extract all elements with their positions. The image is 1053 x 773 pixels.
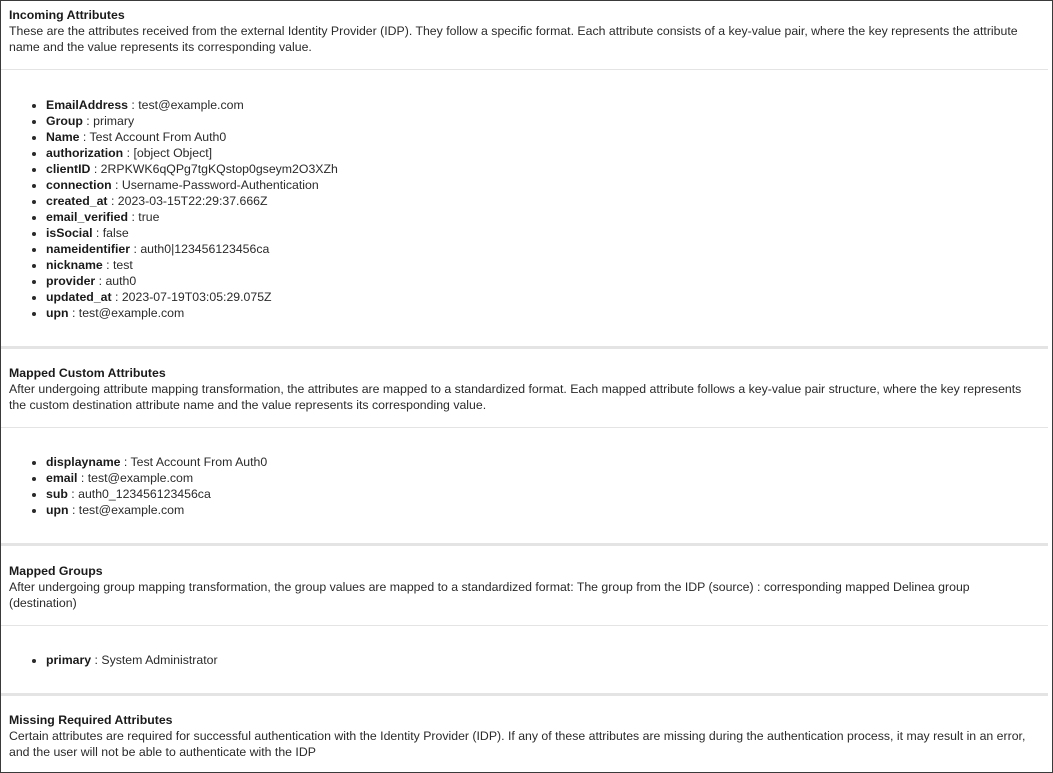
mapped-custom-attributes-section [1, 359, 1048, 413]
divider [1, 427, 1048, 428]
mapped-groups-section [1, 557, 1048, 611]
attribute-value: Username-Password-Authentication [121, 178, 319, 192]
incoming-attributes-section [1, 1, 1048, 55]
key-value-separator: : [82, 114, 94, 128]
attribute-key: upn [46, 503, 69, 517]
attribute-item [46, 273, 338, 289]
attribute-value: [object Object] [133, 146, 213, 160]
attribute-key: Group [46, 114, 83, 128]
attribute-item [46, 257, 338, 273]
key-value-separator: : [95, 274, 106, 288]
key-value-separator: : [111, 178, 122, 192]
attribute-item [46, 129, 338, 145]
incoming-attributes-list [1, 97, 338, 321]
key-value-separator: : [68, 306, 79, 320]
mapped-groups-header [1, 557, 1048, 611]
attribute-value: test@example.com [78, 306, 185, 320]
attribute-item [46, 177, 338, 193]
mapped-custom-attributes-header [1, 359, 1048, 413]
attribute-key: email [46, 471, 78, 485]
attribute-key: authorization [46, 146, 124, 160]
attribute-item [46, 502, 267, 518]
attribute-key: provider [46, 274, 96, 288]
divider [1, 625, 1048, 626]
attribute-item [46, 225, 338, 241]
key-value-separator: : [91, 653, 102, 667]
attribute-item [46, 161, 338, 177]
attribute-item [46, 193, 338, 209]
key-value-separator: : [102, 258, 113, 272]
attribute-item [46, 209, 338, 225]
attribute-value: primary [93, 114, 135, 128]
mapped-custom-attributes-title: Mapped Custom Attributes [9, 366, 166, 380]
incoming-attributes-header [1, 1, 1048, 55]
section-divider [1, 346, 1048, 349]
attribute-value: test@example.com [78, 503, 185, 517]
attribute-item [46, 486, 267, 502]
attribute-key: primary [46, 653, 92, 667]
attribute-value: test@example.com [87, 471, 194, 485]
attribute-key: upn [46, 306, 69, 320]
key-value-separator: : [67, 487, 79, 501]
attribute-value: auth0_123456123456ca [78, 487, 211, 501]
attribute-key: connection [46, 178, 112, 192]
attribute-item [46, 97, 338, 113]
attribute-item [46, 241, 338, 257]
key-value-separator: : [128, 98, 139, 112]
attribute-item [46, 470, 267, 486]
incoming-attributes-description: These are the attributes received from the external Identity Provider (IDP). They follow a specific format. Each attribute consists of a key-value pair, where the key represents the attribute name and the value represents its corresponding value. [9, 24, 1018, 54]
attribute-value: auth0 [105, 274, 137, 288]
attribute-value: 2023-07-19T03:05:29.075Z [121, 290, 272, 304]
attribute-item [46, 289, 338, 305]
attribute-value: 2023-03-15T22:29:37.666Z [117, 194, 268, 208]
missing-required-attributes-section [1, 706, 1048, 760]
attribute-value: 2RPKWK6qQPg7tgKQstop0gseym2O3XZh [100, 162, 338, 176]
attribute-key: isSocial [46, 226, 93, 240]
key-value-separator: : [123, 146, 134, 160]
attribute-key: created_at [46, 194, 108, 208]
mapped-groups-description: After undergoing group mapping transformation, the group values are mapped to a standardized format: The group from the IDP (source) : corresponding mapped Delinea group (destination) [9, 580, 970, 610]
attribute-key: updated_at [46, 290, 112, 304]
key-value-separator: : [130, 242, 141, 256]
mapped-custom-attributes-description: After undergoing attribute mapping transformation, the attributes are mapped to a standardized format. Each mapped attribute follows a key-value pair structure, where the key represents the custom destination attribute name and the value represents its corresponding value. [9, 382, 1022, 412]
section-divider [1, 543, 1048, 546]
section-divider [1, 693, 1048, 696]
key-value-separator: : [68, 503, 79, 517]
key-value-separator: : [128, 210, 139, 224]
attribute-key: displayname [46, 455, 121, 469]
attribute-key: clientID [46, 162, 91, 176]
attribute-value: Test Account From Auth0 [130, 455, 268, 469]
attribute-value: true [138, 210, 160, 224]
mapped-groups-list [1, 652, 218, 668]
attribute-key: nameidentifier [46, 242, 131, 256]
attribute-key: sub [46, 487, 68, 501]
mapped-groups-title: Mapped Groups [9, 564, 103, 578]
key-value-separator: : [77, 471, 88, 485]
attribute-item [46, 145, 338, 161]
key-value-separator: : [79, 130, 90, 144]
attribute-value: false [102, 226, 129, 240]
attribute-item [46, 305, 338, 321]
attribute-value: Test Account From Auth0 [89, 130, 227, 144]
attribute-value: test@example.com [138, 98, 244, 112]
key-value-separator: : [120, 455, 131, 469]
key-value-separator: : [92, 226, 103, 240]
attribute-item [46, 652, 218, 668]
attribute-key: email_verified [46, 210, 129, 224]
missing-required-attributes-header [1, 706, 1048, 760]
attribute-key: Name [46, 130, 80, 144]
attribute-item [46, 113, 338, 129]
key-value-separator: : [90, 162, 101, 176]
incoming-attributes-title: Incoming Attributes [9, 8, 125, 22]
attribute-item [46, 454, 267, 470]
key-value-separator: : [107, 194, 118, 208]
divider [1, 69, 1048, 70]
attribute-key: EmailAddress [46, 98, 129, 112]
attribute-key: nickname [46, 258, 103, 272]
missing-required-attributes-title: Missing Required Attributes [9, 713, 173, 727]
attribute-value: System Administrator [101, 653, 218, 667]
mapped-custom-attributes-list [1, 454, 267, 518]
attribute-value: auth0|123456123456ca [140, 242, 270, 256]
key-value-separator: : [111, 290, 122, 304]
attribute-value: test [112, 258, 133, 272]
missing-required-attributes-description: Certain attributes are required for successful authentication with the Identity Provider (IDP). If any of these attributes are missing during the authentication process, it may result in an error, and the user will not be able to authenticate with the IDP [9, 729, 1026, 759]
